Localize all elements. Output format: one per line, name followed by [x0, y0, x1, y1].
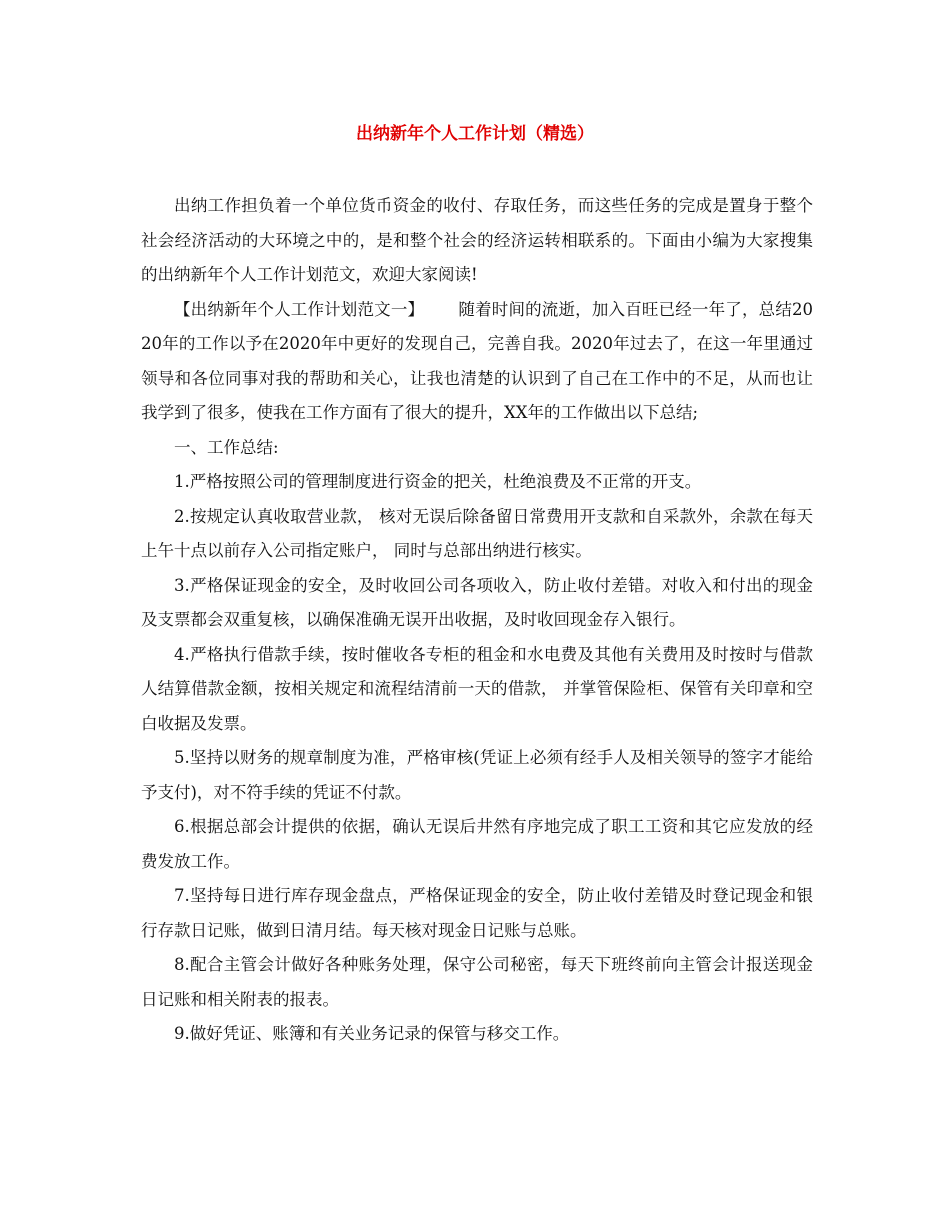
summary-heading: 一、工作总结:	[174, 437, 279, 457]
list-item: 1.严格按照公司的管理制度进行资金的把关，杜绝浪费及不正常的开支。	[174, 472, 702, 491]
intro-paragraph: 出纳工作担负着一个单位货币资金的收付、存取任务，而这些任务的完成是置身于整个社会经济活动的大环境之中的，是和整个社会的经济运转相联系的。下面由小编为大家搜集的出纳新年个人工作计划范文，欢迎大家阅读!	[141, 196, 813, 284]
section1-paragraph	[141, 293, 813, 431]
list-item: 2.按规定认真收取营业款， 核对无误后除备留日常费用开支款和自采款外，余款在每天上午十点以前存入公司指定账户， 同时与总部出纳进行核实。	[141, 506, 813, 560]
section1-heading: 【出纳新年个人工作计划范文一】	[174, 299, 425, 319]
list-item: 4.严格执行借款手续，按时催收各专柜的租金和水电费及其他有关费用及时按时与借款人结算借款金额，按相关规定和流程结清前一天的借款， 并掌管保险柜、保管有关印章和空白收据及发票。	[141, 644, 813, 733]
document-title: 出纳新年个人工作计划（精选）	[356, 124, 594, 144]
list-item: 9.做好凭证、账簿和有关业务记录的保管与移交工作。	[174, 1024, 570, 1043]
list-item: 6.根据总部会计提供的依据，确认无误后井然有序地完成了职工工资和其它应发放的经费发放工作。	[141, 817, 813, 871]
document-body	[141, 189, 813, 1052]
list-item: 7.坚持每日进行库存现金盘点，严格保证现金的安全，防止收付差错及时登记现金和银行存款日记账，做到日清月结。每天核对现金日记账与总账。	[141, 886, 813, 940]
list-item: 8.配合主管会计做好各种账务处理，保守公司秘密，每天下班终前向主管会计报送现金日记账和相关附表的报表。	[141, 955, 813, 1009]
list-item: 5.坚持以财务的规章制度为准，严格审核(凭证上必须有经手人及相关领导的签字才能给予支付)，对不符手续的凭证不付款。	[141, 748, 813, 802]
section1-text: 随着时间的流逝，加入百旺已经一年了，总结2020年的工作以予在2020年中更好的发现自己，完善自我。2020年过去了，在这一年里通过领导和各位同事对我的帮助和关心，让我也清楚的认识到了自己在工作中的不足，从而也让我学到了很多，使我在工作方面有了很大的提升，XX年的工作做出以下总结;	[141, 299, 814, 422]
list-item: 3.严格保证现金的安全，及时收回公司各项收入，防止收付差错。对收入和付出的现金及支票都会双重复核，以确保准确无误开出收据，及时收回现金存入银行。	[141, 575, 813, 629]
